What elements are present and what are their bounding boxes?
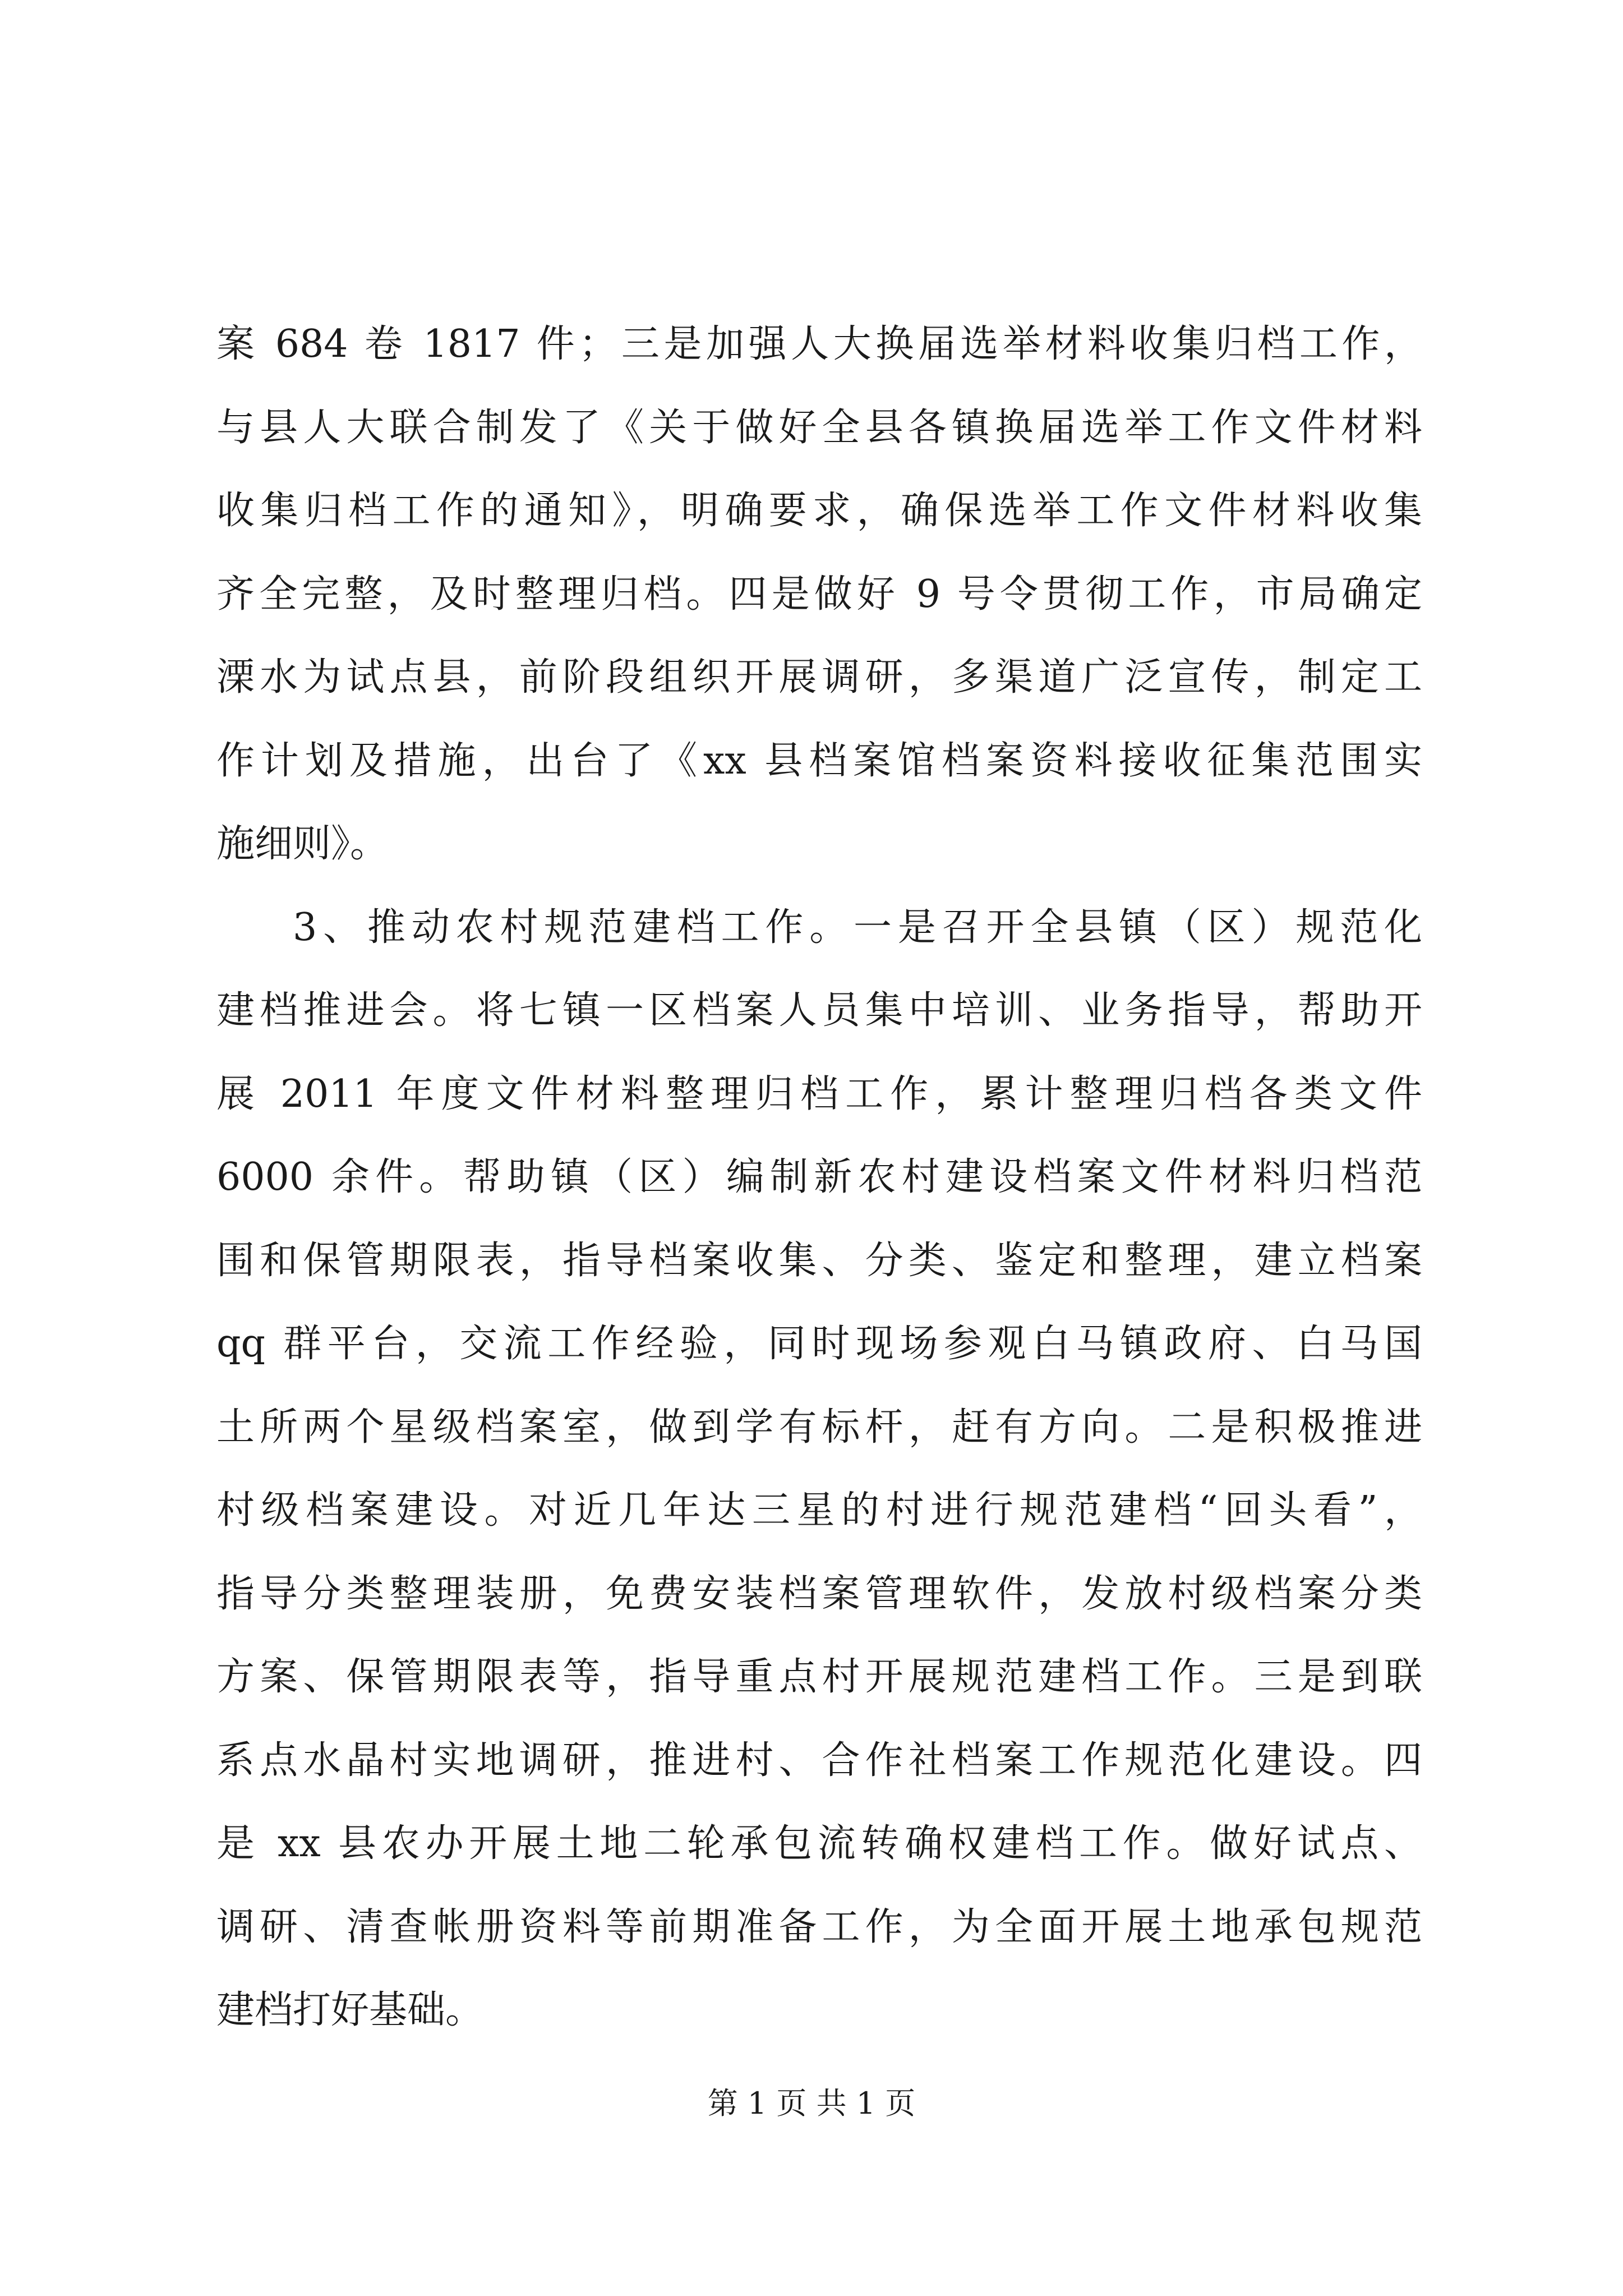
text-line: 6000 余件。帮助镇（区）编制新农村建设档案文件材料归档范: [216, 1155, 1422, 1199]
page-footer: 第 1 页 共 1 页: [707, 2086, 916, 2121]
text-line: 案 684 卷 1817 件；三是加强人大换届选举材料收集归档工作，: [216, 322, 1422, 366]
text-line: 齐全完整，及时整理归档。四是做好 9 号令贯彻工作，市局确定: [216, 572, 1422, 616]
text-line: 是 xx 县农办开展土地二轮承包流转确权建档工作。做好试点、: [216, 1821, 1422, 1866]
text-line: 建档打好基础。: [216, 1988, 484, 2032]
text-line: 3、推动农村规范建档工作。一是召开全县镇（区）规范化: [293, 905, 1422, 950]
paragraph-2: [216, 886, 1422, 2053]
text-line: 溧水为试点县，前阶段组织开展调研，多渠道广泛宣传，制定工: [216, 655, 1422, 700]
text-line: 施细则》。: [216, 822, 389, 866]
text-line: 土所两个星级档案室，做到学有标杆，赶有方向。二是积极推进: [216, 1405, 1422, 1450]
text-line: 围和保管期限表，指导档案收集、分类、鉴定和整理，建立档案: [216, 1238, 1422, 1283]
text-line: 建档推进会。将七镇一区档案人员集中培训、业务指导，帮助开: [216, 988, 1422, 1033]
text-line: 收集归档工作的通知》，明确要求，确保选举工作文件材料收集: [216, 489, 1422, 533]
text-line: 方案、保管期限表等，指导重点村开展规范建档工作。三是到联: [216, 1655, 1422, 1699]
text-line: 调研、清查帐册资料等前期准备工作，为全面开展土地承包规范: [216, 1904, 1422, 1949]
text-line: 展 2011 年度文件材料整理归档工作，累计整理归档各类文件: [216, 1071, 1422, 1116]
text-line: 村级档案建设。对近几年达三星的村进行规范建档“回头看”，: [216, 1488, 1422, 1533]
text-line: 指导分类整理装册，免费安装档案管理软件，发放村级档案分类: [216, 1571, 1422, 1616]
text-line: 与县人大联合制发了《关于做好全县各镇换届选举工作文件材料: [216, 405, 1422, 450]
text-line: qq 群平台，交流工作经验，同时现场参观白马镇政府、白马国: [216, 1322, 1422, 1366]
paragraph-1: [216, 303, 1422, 886]
document-body: [216, 303, 1422, 2053]
text-line: 系点水晶村实地调研，推进村、合作社档案工作规范化建设。四: [216, 1738, 1422, 1783]
text-line: 作计划及措施，出台了《xx 县档案馆档案资料接收征集范围实: [216, 738, 1422, 783]
